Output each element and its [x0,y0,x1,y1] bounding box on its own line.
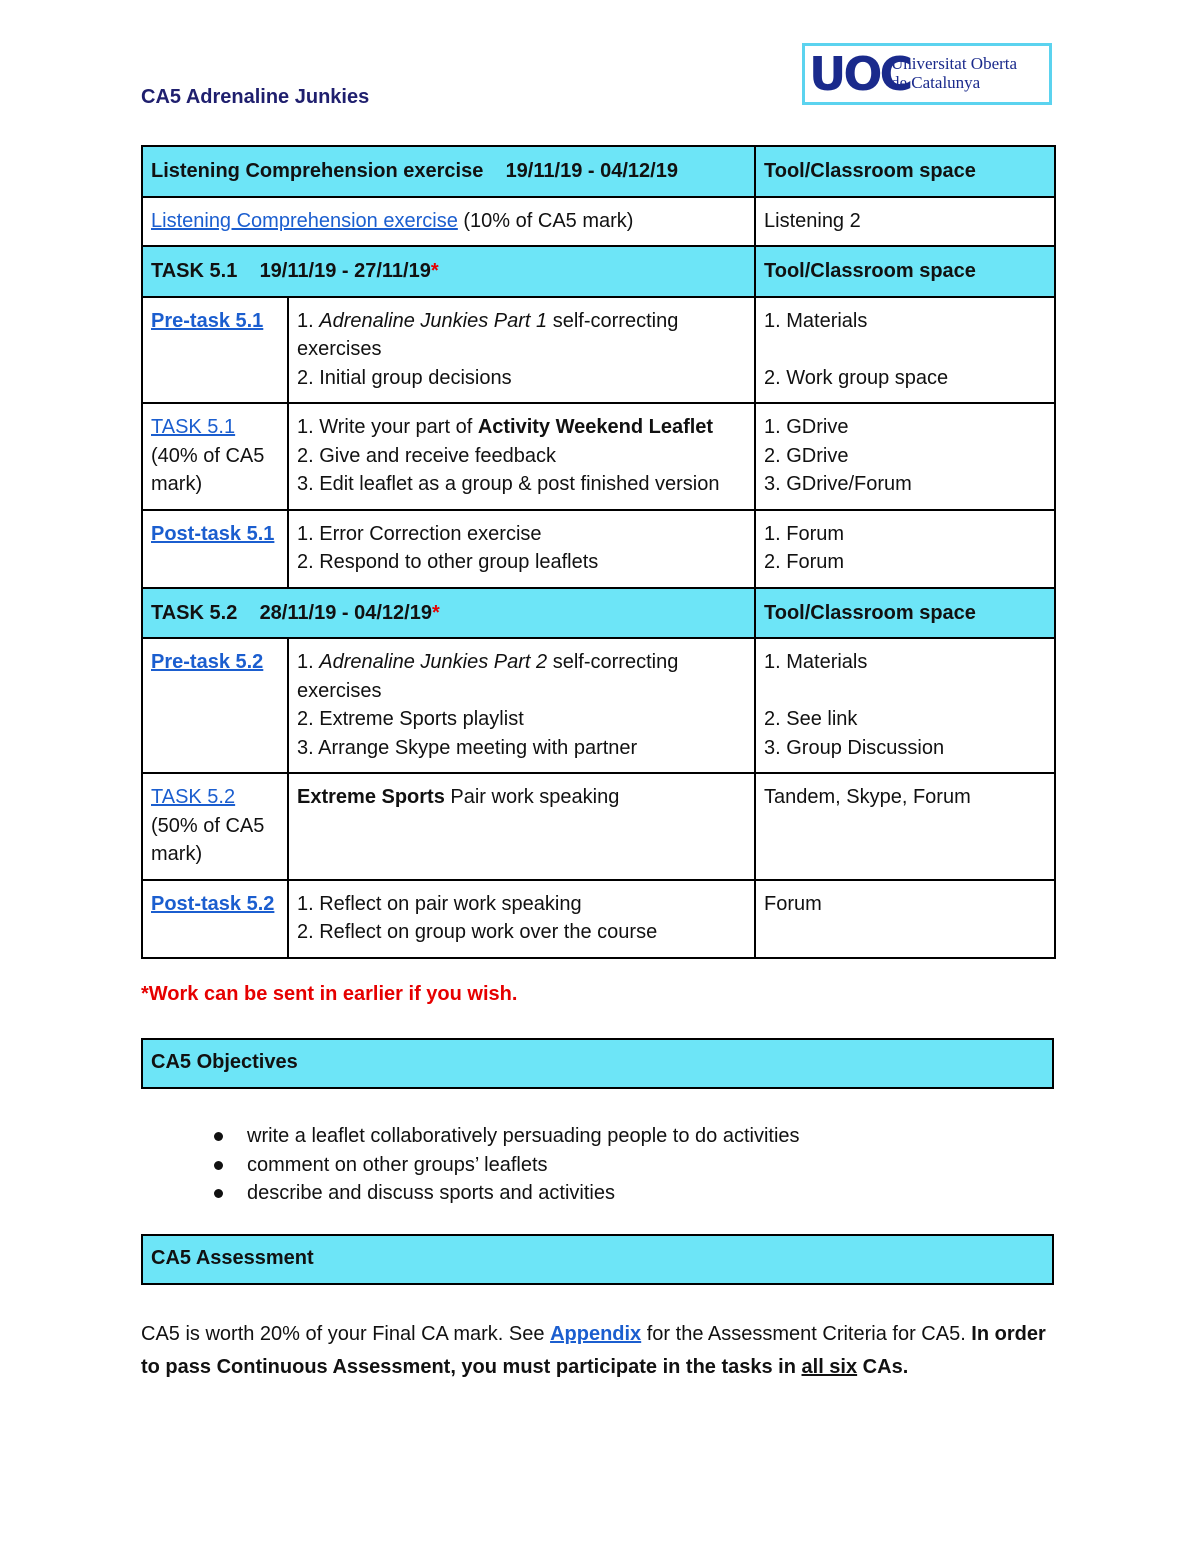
schedule-table [141,145,1056,959]
pretask52-tool3: 3. Group Discussion [764,736,945,759]
posttask51-link[interactable]: Post-task 5.1 [151,522,275,545]
pretask52-tools [755,638,1055,773]
early-submission-note: *Work can be sent in earlier if you wish. [141,983,518,1005]
pretask51-item1: 1. Adrenaline Junkies Part 1 self-correcting [297,309,679,332]
posttask52-item2: 2. Reflect on group work over the course [297,921,658,943]
listening-weight: (10% of CA5 mark) [457,209,634,232]
objective-item: describe and discuss sports and activities [200,1179,800,1208]
assessment-text-2: for the Assessment Criteria for CA5. [641,1323,966,1345]
listening-header-dates: 19/11/19 - 04/12/19 [505,160,678,182]
uoc-logo-mark: UOC [809,47,911,101]
posttask52-item1: 1. Reflect on pair work speaking [297,892,582,915]
posttask52-row [142,880,1055,958]
pretask51-items [288,297,755,404]
task52-row [142,773,1055,880]
all-six-emphasis: all six [801,1356,858,1378]
task51-header-dates: 19/11/19 - 27/11/19 [259,260,431,282]
uoc-logo-name [891,54,1017,92]
objective-item: comment on other groups’ leaflets [200,1151,800,1180]
task51-header-tool: Tool/Classroom space [755,246,1055,297]
objective-item: write a leaflet collaboratively persuading people to do activities [200,1122,800,1151]
listening-header-tool: Tool/Classroom space [755,146,1055,197]
task52-header-row [142,588,1055,639]
pretask52-tool1: 1. Materials [764,651,868,673]
pretask52-label-cell [142,638,288,773]
pretask52-link[interactable]: Pre-task 5.2 [151,651,264,673]
posttask51-tool2: 2. Forum [764,551,845,573]
pretask52-item3: 3. Arrange Skype meeting with partner [297,736,638,759]
pretask51-tools [755,297,1055,404]
posttask51-item1: 1. Error Correction exercise [297,522,542,545]
task51-item2: 2. Give and receive feedback [297,444,557,467]
posttask52-label-cell [142,880,288,958]
task51-row [142,403,1055,510]
task51-tool3: 3. GDrive/Forum [764,473,912,495]
task51-weight1: (40% of CA5 [151,444,265,467]
assessment-requirement: In order to pass Continuous Assessment, you must participate in the tasks in all six CAs. [141,1323,1046,1378]
task52-asterisk: * [431,601,440,624]
task51-tools [755,403,1055,510]
listening-header-cell [142,146,755,197]
task51-header-cell [142,246,755,297]
task51-asterisk: * [430,260,439,282]
task51-tool2: 2. GDrive [764,444,849,467]
task52-link[interactable]: TASK 5.2 [151,786,236,808]
task51-tool1: 1. GDrive [764,416,849,438]
task52-weight2: mark) [151,843,203,865]
pretask51-item1-cont: exercises [297,338,382,360]
pretask52-item1: 1. Adrenaline Junkies Part 2 self-correcting [297,651,679,673]
task51-header-label: TASK 5.1 [151,260,238,282]
uoc-logo-line1: Universitat Oberta [891,54,1018,73]
appendix-link[interactable]: Appendix [550,1323,642,1345]
pretask51-label-cell [142,297,288,404]
listening-header-row [142,146,1055,197]
task51-items [288,403,755,510]
posttask52-tool: Forum [755,880,1055,958]
task51-link[interactable]: TASK 5.1 [151,416,236,438]
pretask51-tool2: 2. Work group space [764,366,949,389]
task52-items [288,773,755,880]
document-title: CA5 Adrenaline Junkies [141,86,370,108]
task52-header-cell [142,588,755,639]
task52-header-dates: 28/11/19 - 04/12/19 [259,601,432,624]
pretask52-tool2: 2. See link [764,708,858,730]
posttask51-row [142,510,1055,588]
task52-header-label: TASK 5.2 [151,601,238,624]
task52-item: Extreme Sports Pair work speaking [297,786,620,808]
pretask51-tool1: 1. Materials [764,309,868,332]
objectives-heading: CA5 Objectives [141,1038,1054,1089]
task51-item3: 3. Edit leaflet as a group & post finished version [297,473,720,495]
task51-label-cell [142,403,288,510]
posttask52-items [288,880,755,958]
assessment-text-1: CA5 is worth 20% of your Final CA mark. See [141,1323,551,1345]
listening-header-label: Listening Comprehension exercise [151,160,484,182]
uoc-logo-line2: de Catalunya [891,73,981,92]
task52-tool: Tandem, Skype, Forum [755,773,1055,880]
listening-tool: Listening 2 [755,197,1055,247]
pretask52-item1-cont: exercises [297,679,382,702]
task51-item1: 1. Write your part of Activity Weekend Leaflet [297,416,714,438]
task51-header-row [142,246,1055,297]
pretask51-row [142,297,1055,404]
assessment-heading: CA5 Assessment [141,1234,1054,1285]
task52-label-cell [142,773,288,880]
task52-header-tool: Tool/Classroom space [755,588,1055,639]
posttask51-item2: 2. Respond to other group leaflets [297,551,599,573]
pretask52-row [142,638,1055,773]
pretask51-item2: 2. Initial group decisions [297,366,512,389]
task51-weight2: mark) [151,473,203,495]
posttask51-tools [755,510,1055,588]
posttask51-label-cell [142,510,288,588]
listening-cell [142,197,755,247]
uoc-logo [802,43,1052,105]
pretask51-link[interactable]: Pre-task 5.1 [151,309,264,332]
posttask51-tool1: 1. Forum [764,522,845,545]
listening-exercise-link[interactable]: Listening Comprehension exercise [151,209,458,232]
posttask51-items [288,510,755,588]
posttask52-link[interactable]: Post-task 5.2 [151,892,275,915]
task52-weight1: (50% of CA5 [151,814,265,837]
pretask52-item2: 2. Extreme Sports playlist [297,708,524,730]
listening-row [142,197,1055,247]
assessment-paragraph [141,1318,1054,1384]
objectives-list [200,1122,800,1208]
pretask52-items [288,638,755,773]
